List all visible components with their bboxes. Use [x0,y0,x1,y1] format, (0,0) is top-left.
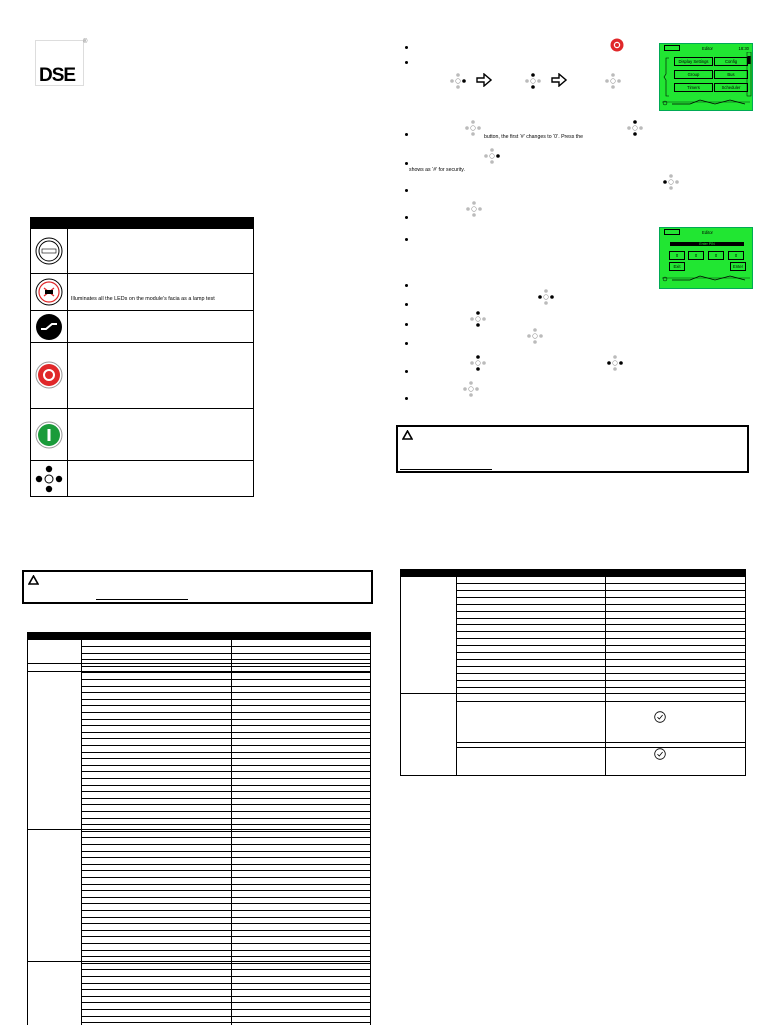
table-row [81,732,370,733]
table-row [81,686,370,687]
mode-button-icon [35,237,63,265]
table-row [456,680,745,681]
navigation-pad-icon [525,73,541,89]
table-row [456,624,745,625]
table-row [81,923,370,924]
exit-button[interactable]: Exit [669,262,685,271]
table-row [81,930,370,931]
step-text: shows as ‘#’ for security. [409,167,465,173]
table-row [81,950,370,951]
table-row [81,811,370,812]
table-row [456,747,745,748]
timers-button[interactable]: Timers [674,83,713,92]
lcd-title: Editor [702,46,713,51]
table-row [28,671,370,672]
warning-note [22,570,373,604]
navigation-pad-icon [607,355,623,371]
group-button[interactable]: Group [674,70,713,79]
table-row [81,884,370,885]
table-row [81,646,370,647]
table-row [81,725,370,726]
pin-digit[interactable]: 0 [688,251,704,260]
table-row [456,666,745,667]
arrow-right-icon [551,73,567,87]
table-row [31,273,253,311]
bullet [405,323,408,326]
table-row [81,692,370,693]
pin-digit[interactable]: 0 [708,251,724,260]
arrow-right-icon [476,73,492,87]
table-row [81,653,370,654]
table-row [81,791,370,792]
display-settings-button[interactable]: Display Settings [674,57,713,66]
table-row [81,1009,370,1010]
table-row [81,785,370,786]
bullet [405,162,408,165]
lcd-pin-entry [659,227,753,289]
enter-button[interactable]: Enter [730,262,746,271]
table-row [81,699,370,700]
logo-text: DSE [39,65,76,86]
button-description-table [30,217,254,497]
alarm-mute-icon [35,313,63,341]
bullet [405,284,408,287]
table-row [81,705,370,706]
navigation-pad-icon [470,311,486,327]
table-row [81,778,370,779]
table-row [81,818,370,819]
table-row [456,604,745,605]
table-row [456,618,745,619]
table-row [81,844,370,845]
table-row [81,877,370,878]
table-row [81,910,370,911]
table-row [81,738,370,739]
table-row [456,583,745,584]
bullet [405,397,408,400]
back-button [664,45,680,51]
bullet [405,61,408,64]
registered-mark: ® [83,39,88,45]
table-row [456,701,745,702]
table-row [456,597,745,598]
lamp-test-icon [35,278,63,306]
pin-digit[interactable]: 0 [669,251,685,260]
table-row [456,590,745,591]
table-header [401,570,745,577]
stop-button-icon [35,361,63,389]
table-row [81,1016,370,1017]
table-row [31,460,253,497]
warning-icon [402,430,413,443]
table-row [81,1022,370,1023]
lcd-editor-menu [659,43,753,111]
table-header [28,633,370,640]
table-row [401,693,745,694]
table-row [81,936,370,937]
parameter-table [400,569,746,776]
parameter-table [27,632,371,1025]
navigation-pad-icon [484,148,500,164]
table-row [81,983,370,984]
pin-digit[interactable]: 0 [728,251,744,260]
bullet [405,46,408,49]
table-row [31,310,253,343]
navigation-pad-icon [463,381,479,397]
navigation-pad-icon [470,355,486,371]
table-row [456,611,745,612]
table-row [81,996,370,997]
table-row [81,745,370,746]
table-row [81,804,370,805]
table-row [81,752,370,753]
table-row [81,712,370,713]
dse-logo [35,39,88,86]
table-row [81,897,370,898]
table-row [81,969,370,970]
table-row [81,798,370,799]
table-row [81,831,370,832]
table-row [81,917,370,918]
navigation-pad-icon [465,120,481,136]
navigation-pad-icon [538,289,554,305]
table-row [456,659,745,660]
table-row [28,663,370,664]
navigation-pad-icon [527,328,543,344]
table-row [81,824,370,825]
table-row [31,342,253,409]
table-row [456,645,745,646]
navigation-pad-icon [627,120,643,136]
bullet [405,133,408,136]
table-row [81,837,370,838]
lcd-time: 18:30 [738,46,749,51]
checkmark-icon [654,711,666,723]
table-row [456,631,745,632]
table-row [28,961,370,962]
bullet [405,303,408,306]
navigation-pad-icon [605,73,621,89]
table-header [31,218,253,228]
pin-header: Enter PIN [670,242,744,246]
underline [400,469,492,470]
lcd-title: Editor [702,230,713,235]
bullet [405,342,408,345]
underline [96,599,188,600]
table-row [81,659,370,660]
table-row [456,652,745,653]
scheduler-button[interactable]: Scheduler [714,83,748,92]
bullet [405,370,408,373]
warning-note [396,425,749,473]
table-row [81,851,370,852]
table-row [81,890,370,891]
bus-button[interactable]: Bus [714,70,748,79]
stop-button-icon [610,38,624,52]
lcd-scroll-bar [660,52,752,110]
table-row [28,829,370,830]
checkmark-icon [654,748,666,760]
table-row [81,943,370,944]
config-button[interactable]: Config [714,57,748,66]
table-row [81,956,370,957]
table-row [81,758,370,759]
navigation-pad-icon [663,174,679,190]
warning-icon [28,575,39,588]
navigation-pad-icon [466,201,482,217]
table-row [456,638,745,639]
table-row [81,672,370,673]
table-row [81,765,370,766]
table-row [81,666,370,667]
step-text: button, the first ‘#’ changes to ‘0’. Press the [484,134,584,140]
table-row [81,870,370,871]
back-button [664,229,680,235]
table-row [81,963,370,964]
table-row [81,864,370,865]
bullet [405,238,408,241]
table-row [456,673,745,674]
table-row [81,857,370,858]
table-row [81,679,370,680]
table-row [31,408,253,461]
lcd-status-line [660,272,752,286]
table-row [81,989,370,990]
table-row [456,687,745,688]
table-row [456,742,745,743]
start-button-icon [35,421,63,449]
table-row [81,771,370,772]
table-row [81,903,370,904]
table-row [81,719,370,720]
table-row [31,228,253,274]
table-row [81,1002,370,1003]
bullet [405,216,408,219]
navigation-pad-icon [35,465,63,493]
table-row [81,976,370,977]
bullet [405,189,408,192]
lamp-test-description: Illuminates all the LEDs on the module’s facia as a lamp test [71,296,215,302]
navigation-pad-icon [450,73,466,89]
